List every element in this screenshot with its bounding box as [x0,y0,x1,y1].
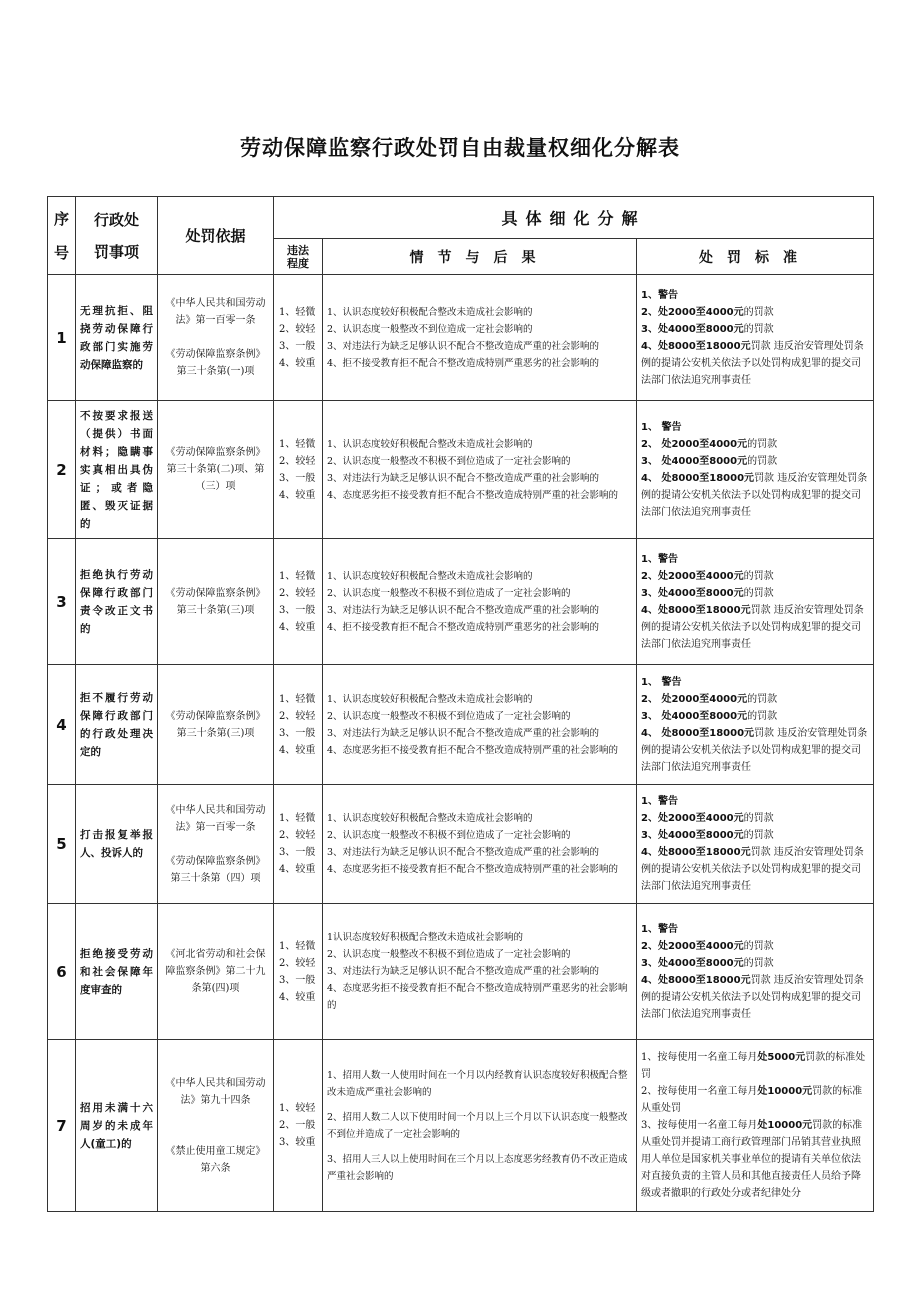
degree-level: 1、轻微 [279,570,316,582]
penalty-line: 1、警告 [641,923,678,935]
violation-degree [274,401,323,539]
penalty-item: 打击报复举报人、投诉人的 [76,785,158,904]
row-number: 6 [48,904,76,1040]
situation-line: 2、认识态度一般整改不积极不到位造成了一定社会影响的 [327,949,571,960]
situation-line: 4、拒不接受教育拒不配合不整改造成特别严重恶劣的社会影响的 [327,357,600,369]
situation-line: 2、认识态度一般整改不积极不到位造成了一定社会影响的 [327,455,571,467]
penalty-basis: 《劳动保障监察条例》第三十条第(二)项、第（三）项 [158,401,274,539]
table-row [48,1040,874,1212]
degree-level: 4、较重 [279,489,316,501]
degree-level: 2、较轻 [279,587,316,599]
situation-line: 2、招用人数二人以下使用时间一个月以上三个月以下认识态度一般整改不到位并造成了一定社会影响的 [327,1111,628,1140]
discretion-table [47,196,874,1212]
degree-level: 1、轻微 [279,306,316,318]
header-basis: 处罚依据 [158,197,274,275]
degree-level: 1、较轻 [279,1103,316,1114]
situation-line: 3、对违法行为缺乏足够认识不配合不整改造成严重的社会影响的 [327,472,600,484]
degree-level: 2、较轻 [279,957,316,969]
penalty-line: 2、 处2000至4000元的罚款 [641,693,778,705]
degree-level: 3、一般 [279,974,316,986]
penalty-line: 4、处8000至18000元罚款 违反治安管理处罚条例的提请公安机关依法予以处罚构成犯罪的提交司法部门依法追究刑事责任 [641,974,864,1020]
degree-level: 3、一般 [279,847,316,858]
degree-level: 4、较重 [279,621,316,633]
penalty-line: 2、处2000至4000元的罚款 [641,813,774,824]
violation-degree [274,785,323,904]
header-penalty: 处罚标准 [637,239,874,275]
situation-line: 4、态度恶劣拒不接受教育拒不配合不整改造成特别严重恶劣的社会影响的 [327,983,628,1011]
violation-degree [274,275,323,401]
penalty-item: 拒绝执行劳动保障行政部门责令改正文书的 [76,539,158,665]
table-row [48,275,874,401]
table-row [48,904,874,1040]
penalty-line: 1、按每使用一名童工每月处5000元罚款的标准处罚 [641,1052,866,1080]
degree-level: 2、一般 [279,1120,316,1131]
penalty-line: 3、处4000至8000元的罚款 [641,323,774,335]
penalty-line: 3、处4000至8000元的罚款 [641,957,774,969]
penalty-standard [637,665,874,785]
penalty-item: 不按要求报送（提供）书面材料；隐瞒事实真相出具伪证；或者隐匿、毁灭证据的 [76,401,158,539]
row-number: 1 [48,275,76,401]
row-number: 3 [48,539,76,665]
penalty-standard [637,904,874,1040]
situation-line: 4、态度恶劣拒不接受教育拒不配合不整改造成特别严重的社会影响的 [327,744,619,756]
penalty-line: 4、 处8000至18000元罚款 违反治安管理处罚条例的提请公安机关依法予以处罚构成犯罪的提交司法部门依法追究刑事责任 [641,472,868,518]
penalty-standard [637,275,874,401]
header-item: 行政处 罚事项 [76,197,158,275]
situation-line: 3、对违法行为缺乏足够认识不配合不整改造成严重的社会影响的 [327,727,600,739]
row-number: 2 [48,401,76,539]
degree-level: 3、一般 [279,727,316,739]
degree-level: 1、轻微 [279,940,316,952]
penalty-basis: 《劳动保障监察条例》第三十条第(三)项 [158,665,274,785]
page-title: 劳动保障监察行政处罚自由裁量权细化分解表 [240,136,680,160]
penalty-standard [637,1040,874,1212]
degree-level: 4、较重 [279,991,316,1003]
table-row [48,401,874,539]
violation-degree [274,665,323,785]
penalty-line: 3、 处4000至8000元的罚款 [641,455,778,467]
situation-line: 2、认识态度一般整改不积极不到位造成了一定社会影响的 [327,710,571,722]
penalty-basis: 《中华人民共和国劳动法》第九十四条 《禁止使用童工规定》第六条 [158,1040,274,1212]
penalty-basis: 《中华人民共和国劳动法》第一百零一条 《劳动保障监察条例》第三十条第(一)项 [158,275,274,401]
situation-line: 3、对违法行为缺乏足够认识不配合不整改造成严重的社会影响的 [327,966,600,977]
degree-level: 4、较重 [279,744,316,756]
situation-consequence [323,665,637,785]
situation-line: 1、认识态度较好积极配合整改未造成社会影响的 [327,813,533,824]
situation-consequence [323,401,637,539]
degree-level: 2、较轻 [279,710,316,722]
violation-degree [274,539,323,665]
penalty-line: 1、 警告 [641,676,682,688]
degree-level: 1、轻微 [279,693,316,705]
penalty-item: 招用未满十六周岁的未成年人(童工)的 [76,1040,158,1212]
header-detail: 具体细化分解 [274,197,874,239]
degree-level: 3、一般 [279,472,316,484]
table-row [48,539,874,665]
situation-line: 1、认识态度较好积极配合整改未造成社会影响的 [327,306,533,318]
penalty-line: 4、 处8000至18000元罚款 违反治安管理处罚条例的提请公安机关依法予以处罚构成犯罪的提交司法部门依法追究刑事责任 [641,727,868,773]
penalty-line: 3、处4000至8000元的罚款 [641,587,774,599]
penalty-basis: 《中华人民共和国劳动法》第一百零一条 《劳动保障监察条例》第三十条第（四）项 [158,785,274,904]
degree-level: 4、较重 [279,357,316,369]
situation-consequence [323,275,637,401]
row-number: 5 [48,785,76,904]
penalty-line: 3、按每使用一名童工每月处10000元罚款的标准从重处罚并提请工商行政管理部门吊销其营业执照 用人单位是国家机关事业单位的提请有关单位依法对直接负责的主管人员和其他直接责任人员给予降级或者撤职的行政处分或者纪律处分 [641,1120,863,1199]
situation-line: 1、招用人数一人使用时间在一个月以内经教育认识态度较好积极配合整改未造成严重社会影响的 [327,1069,628,1098]
situation-line: 3、招用人三人以上使用时间在三个月以上态度恶劣经教育仍不改正造成严重社会影响的 [327,1153,628,1182]
penalty-standard [637,539,874,665]
header-situation: 情节与后果 [323,239,637,275]
penalty-basis: 《劳动保障监察条例》第三十条第(三)项 [158,539,274,665]
header-degree: 违法 程度 [274,239,323,275]
header-num: 序 号 [48,197,76,275]
penalty-line: 4、处8000至18000元罚款 违反治安管理处罚条例的提请公安机关依法予以处罚构成犯罪的提交司法部门依法追究刑事责任 [641,847,864,892]
situation-consequence [323,785,637,904]
table-row [48,665,874,785]
degree-level: 2、较轻 [279,323,316,335]
degree-level: 1、轻微 [279,813,316,824]
table-row [48,785,874,904]
penalty-standard [637,785,874,904]
penalty-basis: 《河北省劳动和社会保障监察条例》第二十九条第(四)项 [158,904,274,1040]
situation-line: 3、对违法行为缺乏足够认识不配合不整改造成严重的社会影响的 [327,847,600,858]
situation-consequence [323,539,637,665]
degree-level: 3、一般 [279,340,316,352]
penalty-item: 拒不履行劳动保障行政部门的行政处理决定的 [76,665,158,785]
penalty-line: 3、处4000至8000元的罚款 [641,830,774,841]
situation-line: 1、认识态度较好积极配合整改未造成社会影响的 [327,438,533,450]
penalty-line: 2、处2000至4000元的罚款 [641,306,774,318]
situation-consequence [323,1040,637,1212]
situation-consequence [323,904,637,1040]
situation-line: 2、认识态度一般整改不到位造成一定社会影响的 [327,323,533,335]
penalty-line: 2、 处2000至4000元的罚款 [641,438,778,450]
penalty-line: 1、警告 [641,289,678,301]
situation-line: 1、认识态度较好积极配合整改未造成社会影响的 [327,693,533,705]
penalty-line: 4、处8000至18000元罚款 违反治安管理处罚条例的提请公安机关依法予以处罚构成犯罪的提交司法部门依法追究刑事责任 [641,340,864,386]
situation-line: 4、态度恶劣拒不接受教育拒不配合不整改造成特别严重的社会影响的 [327,489,619,501]
situation-line: 1认识态度较好积极配合整改未造成社会影响的 [327,932,524,943]
violation-degree [274,1040,323,1212]
situation-line: 1、认识态度较好积极配合整改未造成社会影响的 [327,570,533,582]
degree-level: 4、较重 [279,864,316,875]
penalty-item: 无理抗拒、阻挠劳动保障行政部门实施劳动保障监察的 [76,275,158,401]
situation-line: 4、态度恶劣拒不接受教育拒不配合不整改造成特别严重的社会影响的 [327,864,619,875]
penalty-line: 2、处2000至4000元的罚款 [641,940,774,952]
penalty-line: 4、处8000至18000元罚款 违反治安管理处罚条例的提请公安机关依法予以处罚构成犯罪的提交司法部门依法追究刑事责任 [641,604,864,650]
degree-level: 1、轻微 [279,438,316,450]
penalty-line: 2、按每使用一名童工每月处10000元罚款的标准从重处罚 [641,1086,863,1114]
penalty-line: 1、警告 [641,796,678,807]
situation-line: 3、对违法行为缺乏足够认识不配合不整改造成严重的社会影响的 [327,340,600,352]
degree-level: 3、较重 [279,1137,316,1148]
situation-line: 2、认识态度一般整改不积极不到位造成了一定社会影响的 [327,587,571,599]
situation-line: 2、认识态度一般整改不积极不到位造成了一定社会影响的 [327,830,571,841]
violation-degree [274,904,323,1040]
degree-level: 2、较轻 [279,455,316,467]
penalty-line: 3、 处4000至8000元的罚款 [641,710,778,722]
situation-line: 3、对违法行为缺乏足够认识不配合不整改造成严重的社会影响的 [327,604,600,616]
penalty-line: 1、警告 [641,553,678,565]
penalty-line: 2、处2000至4000元的罚款 [641,570,774,582]
situation-line: 4、拒不接受教育拒不配合不整改造成特别严重恶劣的社会影响的 [327,621,600,633]
penalty-line: 1、 警告 [641,421,682,433]
penalty-standard [637,401,874,539]
row-number: 7 [48,1040,76,1212]
degree-level: 3、一般 [279,604,316,616]
row-number: 4 [48,665,76,785]
penalty-item: 拒绝接受劳动和社会保障年度审查的 [76,904,158,1040]
table-body [48,275,874,1212]
degree-level: 2、较轻 [279,830,316,841]
